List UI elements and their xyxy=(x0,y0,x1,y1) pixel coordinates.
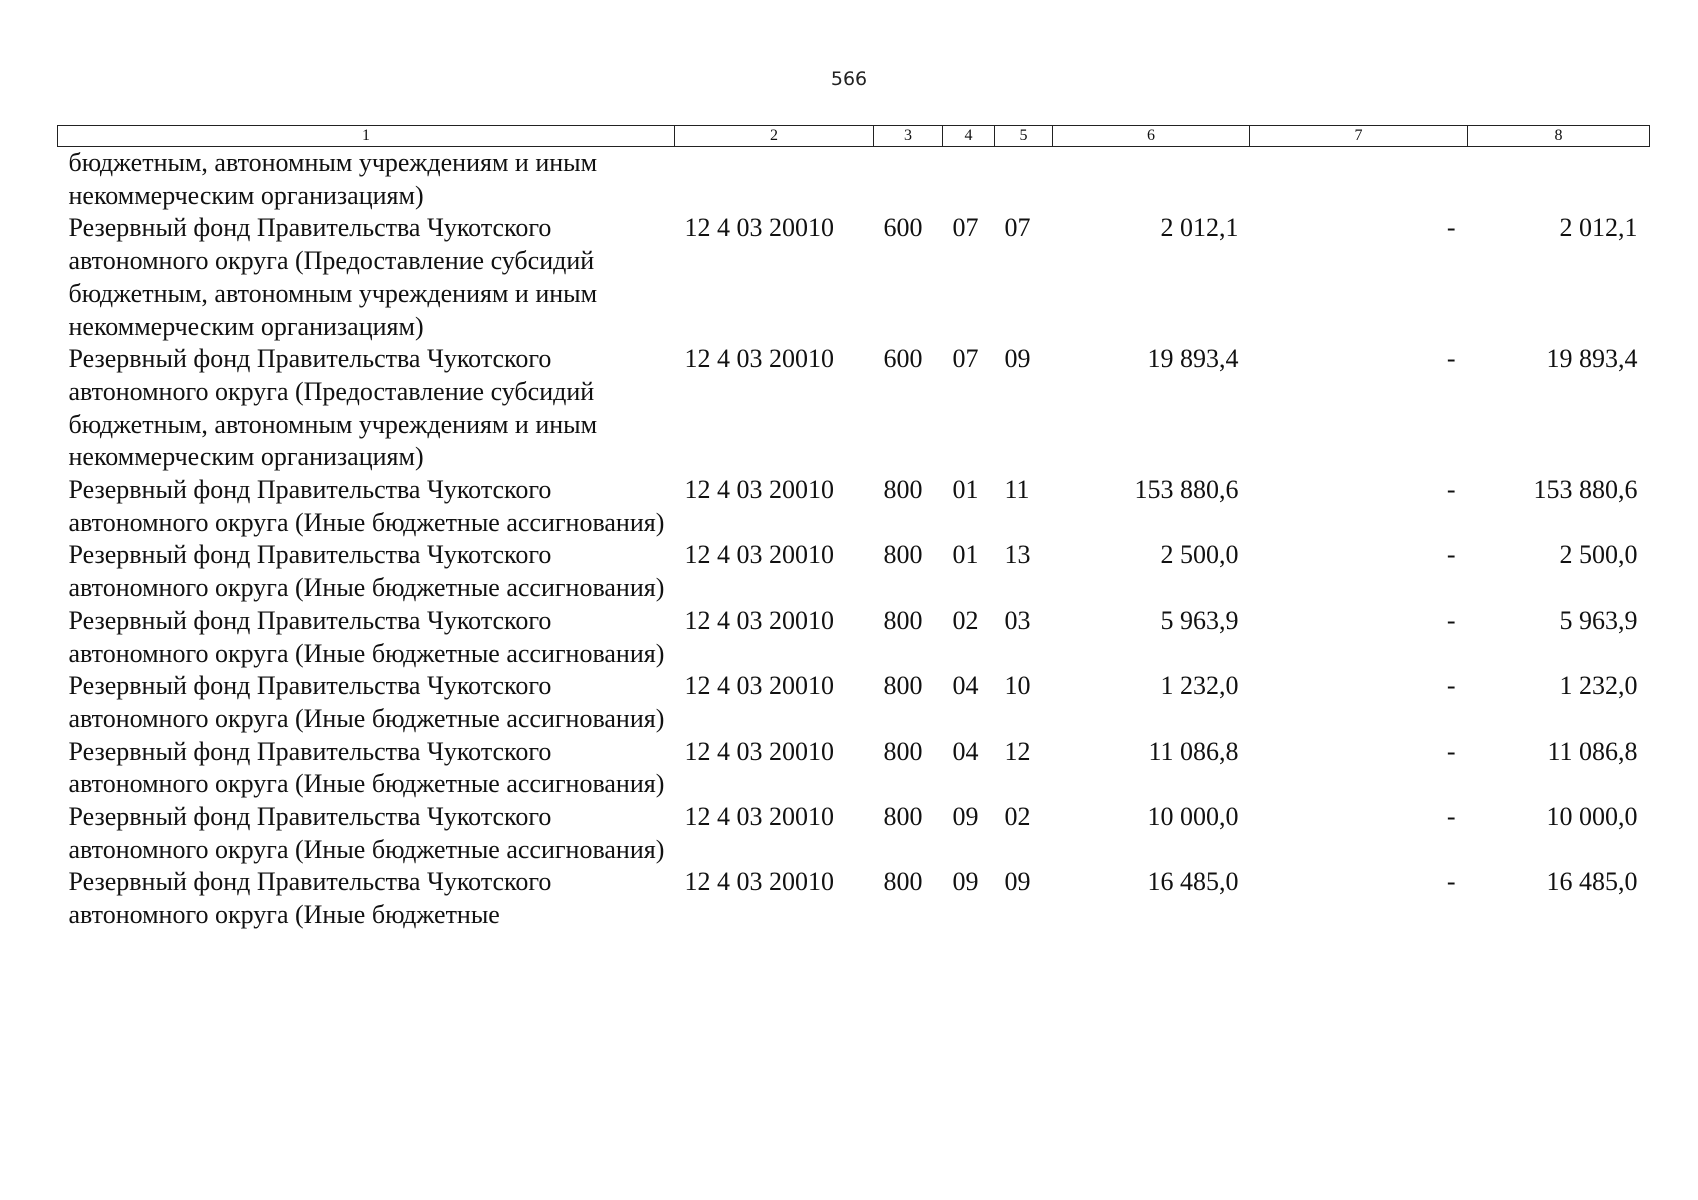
header-col-2: 2 xyxy=(675,126,874,147)
row-target-code: 12 4 03 20010 xyxy=(684,605,834,635)
row-target-code: 12 4 03 20010 xyxy=(684,213,834,243)
row-amount-col6: 10 000,0 xyxy=(1147,802,1239,832)
row-amount-col7: - xyxy=(1446,736,1456,766)
row-description: Резервный фонд Правительства Чукотского автономного округа (Предоставление субсидий бюджетным, автономным учреждениям и иным некоммерческим организациям) xyxy=(68,344,598,472)
table-row xyxy=(58,343,1650,474)
table-row xyxy=(58,147,1650,213)
row-expense-type: 800 xyxy=(883,540,923,570)
row-subsection: 12 xyxy=(1004,736,1031,766)
row-amount-col8: 11 086,8 xyxy=(1547,736,1638,766)
row-target-code: 12 4 03 20010 xyxy=(684,344,834,374)
page-number: 566 xyxy=(830,68,868,90)
row-subsection: 10 xyxy=(1004,671,1031,701)
row-amount-col8: 10 000,0 xyxy=(1546,802,1638,832)
row-amount-col8 xyxy=(1468,147,1650,213)
row-amount-col7: - xyxy=(1446,671,1456,701)
header-col-5: 5 xyxy=(995,126,1053,147)
budget-table xyxy=(57,125,1650,932)
row-description: Резервный фонд Правительства Чукотского автономного округа (Иные бюджетные ассигнования) xyxy=(68,736,665,799)
row-subsection: 13 xyxy=(1004,540,1031,570)
row-section: 01 xyxy=(952,475,979,505)
row-amount-col6: 2 500,0 xyxy=(1160,540,1239,570)
row-amount-col6: 19 893,4 xyxy=(1147,344,1239,374)
row-section: 07 xyxy=(952,344,979,374)
row-expense-type: 600 xyxy=(883,344,923,374)
row-expense-type: 800 xyxy=(883,605,923,635)
row-section: 04 xyxy=(952,671,979,701)
header-col-6: 6 xyxy=(1053,126,1250,147)
row-subsection: 09 xyxy=(1004,344,1031,374)
row-amount-col8: 5 963,9 xyxy=(1559,605,1638,635)
row-subsection xyxy=(995,147,1053,213)
row-target-code: 12 4 03 20010 xyxy=(684,867,834,897)
row-description: Резервный фонд Правительства Чукотского автономного округа (Иные бюджетные ассигнования) xyxy=(68,540,665,603)
row-amount-col7: - xyxy=(1446,344,1456,374)
table-row xyxy=(58,539,1650,604)
row-amount-col8: 19 893,4 xyxy=(1546,344,1638,374)
row-section: 01 xyxy=(952,540,979,570)
row-amount-col8: 153 880,6 xyxy=(1533,475,1638,505)
row-section: 04 xyxy=(952,736,979,766)
row-section: 09 xyxy=(952,802,979,832)
row-expense-type: 800 xyxy=(883,802,923,832)
row-amount-col6: 5 963,9 xyxy=(1160,605,1239,635)
row-description: бюджетным, автономным учреждениям и иным некоммерческим организациям) xyxy=(68,148,598,210)
row-section xyxy=(943,147,995,213)
row-target-code: 12 4 03 20010 xyxy=(684,736,834,766)
row-target-code: 12 4 03 20010 xyxy=(684,802,834,832)
table-row xyxy=(58,605,1650,670)
row-expense-type: 800 xyxy=(883,475,923,505)
table-row xyxy=(58,474,1650,539)
row-expense-type: 800 xyxy=(883,671,923,701)
row-section: 07 xyxy=(952,213,979,243)
row-description: Резервный фонд Правительства Чукотского автономного округа (Иные бюджетные ассигнования) xyxy=(68,605,665,668)
row-amount-col7: - xyxy=(1446,540,1456,570)
row-amount-col8: 2 500,0 xyxy=(1559,540,1638,570)
table-body xyxy=(58,147,1650,932)
row-description: Резервный фонд Правительства Чукотского автономного округа (Иные бюджетные ассигнования) xyxy=(68,802,665,864)
row-amount-col6: 1 232,0 xyxy=(1160,671,1239,701)
header-col-4: 4 xyxy=(943,126,995,147)
row-amount-col6: 11 086,8 xyxy=(1148,736,1239,766)
header-col-3: 3 xyxy=(874,126,943,147)
row-section: 02 xyxy=(952,605,979,635)
table-row xyxy=(58,801,1650,866)
row-description: Резервный фонд Правительства Чукотского автономного округа (Иные бюджетные ассигнования) xyxy=(68,475,665,537)
row-amount-col7: - xyxy=(1446,475,1456,505)
row-expense-type xyxy=(874,147,943,213)
row-amount-col7: - xyxy=(1446,213,1456,243)
table-row xyxy=(58,670,1650,735)
row-amount-col8: 2 012,1 xyxy=(1559,213,1638,243)
row-target-code: 12 4 03 20010 xyxy=(684,540,834,570)
row-amount-col6: 153 880,6 xyxy=(1134,475,1239,505)
row-target-code xyxy=(675,147,874,213)
header-col-8: 8 xyxy=(1468,126,1650,147)
row-subsection: 02 xyxy=(1004,802,1031,832)
row-subsection: 09 xyxy=(1004,867,1031,897)
row-expense-type: 600 xyxy=(883,213,923,243)
row-description: Резервный фонд Правительства Чукотского автономного округа (Иные бюджетные xyxy=(68,867,552,930)
header-row xyxy=(58,126,1650,147)
row-target-code: 12 4 03 20010 xyxy=(684,475,834,505)
row-target-code: 12 4 03 20010 xyxy=(684,671,834,701)
row-amount-col7: - xyxy=(1446,867,1456,897)
row-amount-col6: 2 012,1 xyxy=(1160,213,1239,243)
row-description: Резервный фонд Правительства Чукотского автономного округа (Иные бюджетные ассигнования) xyxy=(68,671,665,733)
row-subsection: 11 xyxy=(1004,475,1030,505)
row-expense-type: 800 xyxy=(883,867,923,897)
row-amount-col8: 16 485,0 xyxy=(1546,867,1638,897)
table-header xyxy=(58,126,1650,147)
row-amount-col7 xyxy=(1250,147,1468,213)
row-amount-col7: - xyxy=(1446,802,1456,832)
row-expense-type: 800 xyxy=(883,736,923,766)
table-row xyxy=(58,866,1650,931)
header-col-1: 1 xyxy=(58,126,675,147)
row-amount-col6: 16 485,0 xyxy=(1147,867,1239,897)
row-amount-col8: 1 232,0 xyxy=(1559,671,1638,701)
table-row xyxy=(58,212,1650,343)
row-amount-col7: - xyxy=(1446,605,1456,635)
header-col-7: 7 xyxy=(1250,126,1468,147)
table-row xyxy=(58,736,1650,801)
row-description: Резервный фонд Правительства Чукотского автономного округа (Предоставление субсидий бюджетным, автономным учреждениям и иным некоммерческим организациям) xyxy=(68,213,598,341)
row-amount-col6 xyxy=(1053,147,1250,213)
row-subsection: 03 xyxy=(1004,605,1031,635)
row-subsection: 07 xyxy=(1004,213,1031,243)
row-section: 09 xyxy=(952,867,979,897)
